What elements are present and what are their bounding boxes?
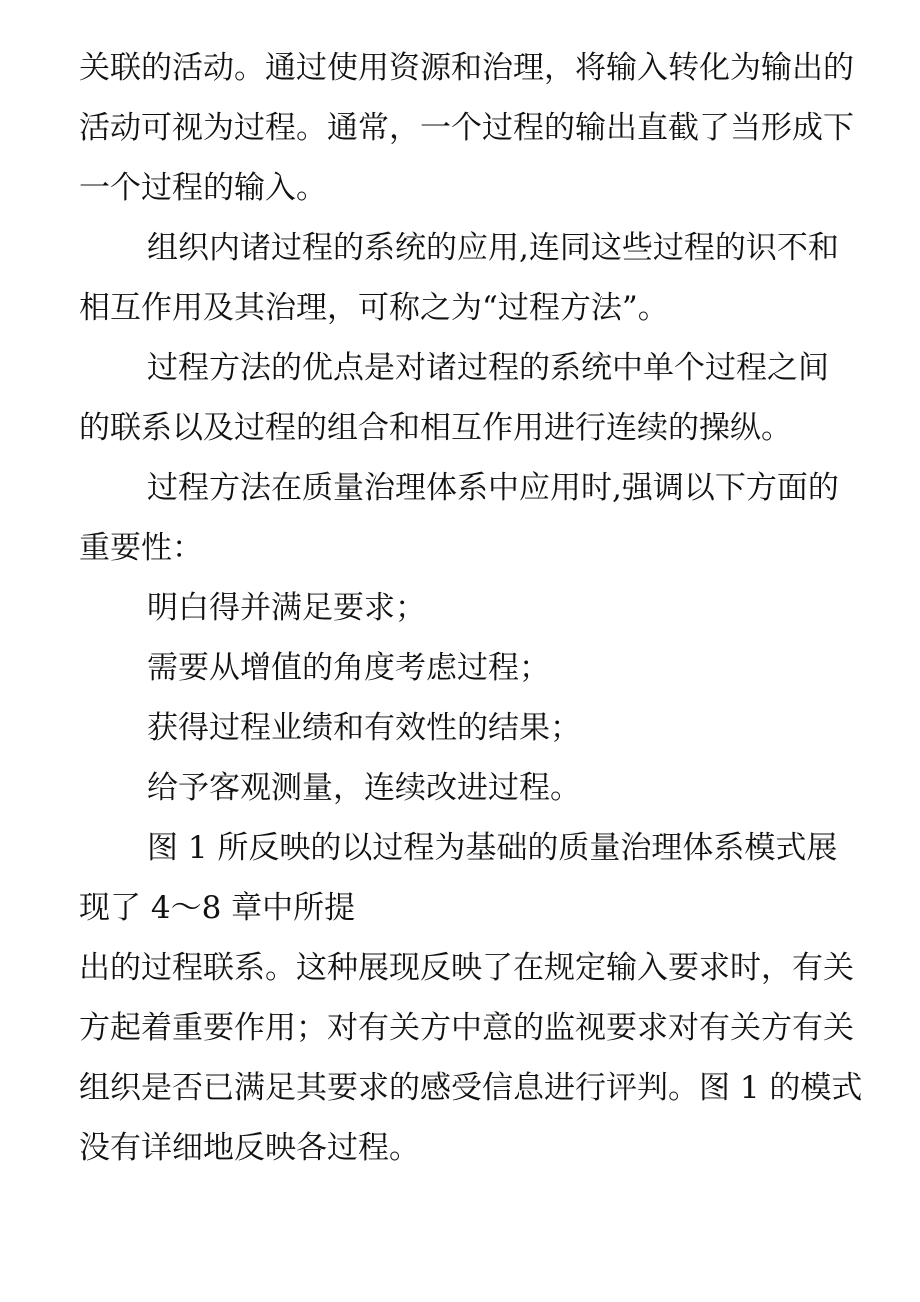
text-line: 重要性： [79,530,203,566]
text-line: 组织内诸过程的系统的应用,连同这些过程的识不和 [147,230,839,266]
list-item-text: 明白得并满足要求； [147,590,426,626]
text-line: 关联的活动。通过使用资源和治理，将输入转化为输出的 [79,50,854,86]
list-item [79,578,843,638]
paragraph-model-description [79,938,863,1178]
text-line: 过程方法的优点是对诸过程的系统中单个过程之间 [147,350,829,386]
text-line: 过程方法在质量治理体系中应用时,强调以下方面的 [147,470,839,506]
text-line: 方起着重要作用；对有关方中意的监视要求对有关方有关 [79,1010,854,1046]
text-line: 组织是否已满足其要求的感受信息进行评判。图 1 的模式 [79,1070,863,1106]
text-line: 出的过程联系。这种展现反映了在规定输入要求时，有关 [79,950,854,986]
list-item [79,638,843,698]
paragraph-process-approach [79,218,843,338]
text-line: 相互作用及其治理，可称之为“过程方法”。 [79,290,669,326]
list-item-text: 需要从增值的角度考虑过程； [147,650,550,686]
text-line: 没有详细地反映各过程。 [79,1130,420,1166]
text-line: 活动可视为过程。通常，一个过程的输出直截了当形成下 [79,110,854,146]
paragraph-process-definition [79,38,854,218]
list-item [79,698,843,758]
text-line: 的联系以及过程的组合和相互作用进行连续的操纵。 [79,410,792,446]
paragraph-figure-reference [79,818,843,938]
list-item [79,758,843,818]
text-line: 一个过程的输入。 [79,170,327,206]
document-body [79,38,863,1178]
paragraph-importance [79,458,843,578]
list-item-text: 获得过程业绩和有效性的结果； [147,710,581,746]
text-line: 现了 4～8 章中所提 [79,890,356,926]
list-item-text: 给予客观测量，连续改进过程。 [147,770,581,806]
paragraph-advantages [79,338,843,458]
text-line: 图 1 所反映的以过程为基础的质量治理体系模式展 [147,830,838,866]
